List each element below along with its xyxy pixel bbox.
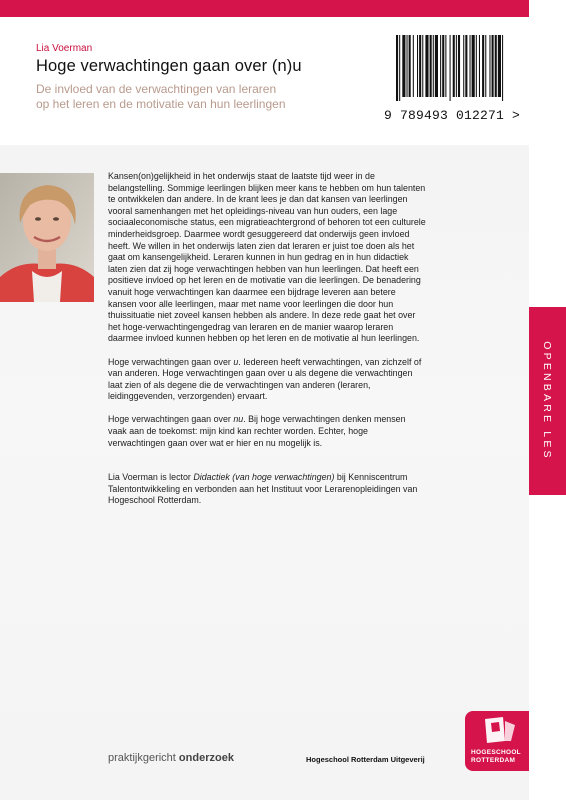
hogeschool-rotterdam-logo (465, 711, 529, 771)
barcode-bar (470, 35, 471, 97)
barcode-bars (384, 35, 520, 101)
blurb-paragraph-3: Hoge verwachtingen gaan over nu. Bij hoge verwachtingen denken mensen vaak aan de toekomst: mijn kind kan rechter worden. Echter, hoge verwachtingen gaan over wat er hier en nu mogelijk is. (108, 414, 406, 448)
barcode-bar (456, 35, 457, 97)
barcode-bar (465, 35, 467, 97)
barcode-bar (425, 35, 428, 97)
barcode-bar (463, 35, 464, 97)
barcode-bar (399, 35, 400, 101)
barcode-bar (485, 35, 486, 97)
series-name: praktijkgericht onderzoek (108, 752, 234, 764)
top-accent-bar (0, 0, 529, 17)
author-name: Lia Voerman (36, 43, 93, 54)
barcode-bar (419, 35, 421, 97)
barcode-bar (450, 35, 451, 101)
barcode-bar (479, 35, 480, 97)
barcode-bar (482, 35, 484, 97)
book-subtitle (36, 82, 366, 112)
barcode-bar (476, 35, 477, 97)
barcode-bar (440, 35, 441, 97)
author-photo (0, 173, 94, 302)
barcode-bar (502, 35, 503, 101)
subtitle-line-1: De invloed van de verwachtingen van leraren (36, 82, 277, 96)
barcode-bar (413, 35, 414, 97)
blurb-text (108, 171, 426, 519)
publisher-name: Hogeschool Rotterdam Uitgeverij (306, 755, 425, 764)
barcode-bar (458, 35, 460, 97)
barcode-bar (495, 35, 497, 97)
barcode-bar (498, 35, 501, 97)
series-side-tab (529, 307, 566, 495)
isbn-number: 9 789493 012271 > (384, 108, 521, 123)
series-label: OPENBARE LES (541, 341, 553, 461)
logo-line-1: HOGESCHOOL (471, 749, 521, 756)
barcode-bar (422, 35, 423, 97)
barcode-bar (433, 35, 434, 97)
barcode-bar (489, 35, 490, 97)
blurb-paragraph-2: Hoge verwachtingen gaan over u. Iedereen heeft verwachtingen, van zichzelf of van anderen. Hoge verwachtingen gaan over u als degene die verwachtingen laat zien of als degene die de verwachtingen van anderen (leraren, leidinggevenden, verzorgenden) ervaart. (108, 356, 422, 402)
barcode-bar (453, 35, 455, 97)
subtitle-line-2: op het leren en de motivatie van hun leerlingen (36, 97, 286, 111)
barcode-bar (445, 35, 446, 97)
barcode-bar (472, 35, 475, 97)
barcode-bar (396, 35, 398, 101)
author-bio: Lia Voerman is lector Didactiek (van hoge verwachtingen) bij Kenniscentrum Talentontwikkeling en verbonden aan het Instituut voor Lerarenopleidingen van Hogeschool Rotterdam. (108, 472, 418, 506)
barcode-bar (409, 35, 411, 97)
barcode-bar (442, 35, 444, 97)
barcode-bar (417, 35, 418, 97)
barcode-bar (402, 35, 405, 97)
book-title: Hoge verwachtingen gaan over (n)u (36, 57, 302, 75)
barcode-bar (435, 35, 438, 97)
barcode-bar (430, 35, 432, 97)
barcode-bar (407, 35, 408, 97)
blurb-paragraph-1: Kansen(on)gelijkheid in het onderwijs staat de laatste tijd weer in de belangstelling. Sommige leerlingen blijken meer kans te hebben om hun talenten te ontwikkelen dan andere. In de krant lees je dan dat kansen van leerlingen vooral samenhangen met het opleidings-niveau van hun ouders, een lage sociaaleconomische status, een migratieachtergrond of behoren tot een culturele minderheidsgroep. Daarmee wordt gesuggereerd dat onderwijs geen invloed heeft. We willen in het onderwijs laten zien dat leraren er juist toe doen als het gaat om kansengelijkheid. Leraren kunnen in hun gedrag en in hun didactiek laten zien dat zij hoge verwachtingen hebben van hun leerlingen. Dat heeft een positieve invloed op het leren en de motivatie van die leerlingen. De benadering vanuit hoge verwachtingen kan daarmee een bijdrage leveren aan betere kansen voor alle leerlingen, maar met name voor leerlingen die door hun thuissituatie niet zoveel kansen hebben als andere. In deze rede gaat het over het hoge-verwachtingengedrag van leraren en de manier waarop leraren daarmee invloed kunnen hebben op het leren en de motivatie al hun leerlingen. (108, 171, 426, 344)
logo-line-2: ROTTERDAM (471, 757, 516, 764)
barcode-bar (492, 35, 494, 97)
